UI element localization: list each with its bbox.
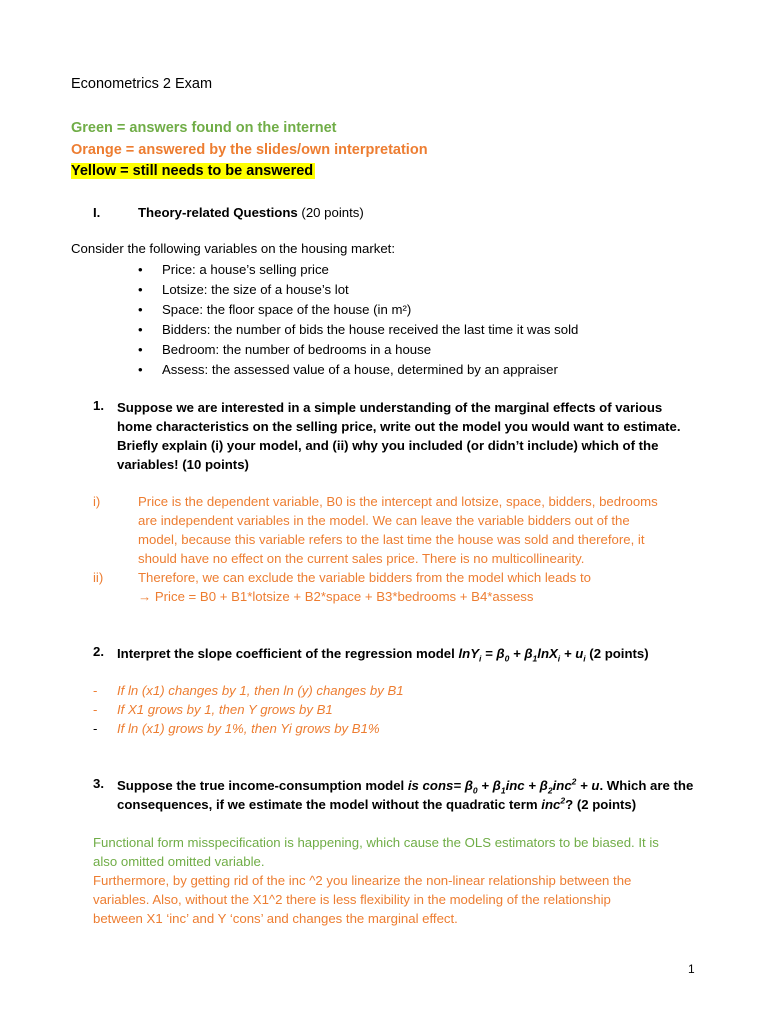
question-points: (2 points) — [585, 646, 649, 661]
formula-part: is cons= — [407, 778, 465, 793]
section-number: I. — [93, 205, 101, 220]
section-title-text: Theory-related Questions — [138, 205, 298, 220]
list-item — [138, 340, 578, 360]
section-points: (20 points) — [297, 205, 364, 220]
formula-sub: 0 — [472, 785, 478, 796]
formula-beta: β — [492, 778, 501, 793]
answer-line-green: Functional form misspecification is happening, which cause the OLS estimators to be biased. It is — [93, 835, 659, 850]
answer-ii-formula: Price = B0 + B1*lotsize + B2*space + B3*bedrooms + B4*assess — [151, 589, 534, 604]
formula-beta: β — [539, 778, 548, 793]
variable-text: Assess: the assessed value of a house, determined by an appraiser — [162, 362, 558, 377]
formula-beta: β — [464, 778, 473, 793]
dash-marker: - — [93, 702, 98, 717]
question-1-line: Briefly explain (i) your model, and (ii) why you included (or didn’t include) which of the — [117, 438, 659, 453]
arrow-right-icon: → — [138, 589, 152, 604]
formula-part: + u — [560, 646, 584, 661]
question-3-line1 — [117, 776, 693, 795]
answer-line-orange: between X1 ‘inc’ and Y ‘cons’ and changes the marginal effect. — [93, 911, 458, 926]
variable-text: Price: a house’s selling price — [162, 262, 329, 277]
variables-list — [138, 260, 578, 380]
answer-i-label: i) — [93, 494, 101, 509]
answer-ii-label: ii) — [93, 570, 104, 585]
formula-part: + — [509, 646, 525, 661]
answer-i-line: model, because this variable refers to the last time the house was sold and therefore, it — [138, 532, 645, 547]
list-item — [138, 280, 578, 300]
question-3-suffix: . Which are the — [599, 778, 694, 793]
question-3-text: consequences, if we estimate the model without the quadratic term — [117, 797, 542, 812]
legend-green: Green = answers found on the internet — [71, 120, 337, 136]
answer-i-line: are independent variables in the model. We can leave the variable bidders out of the — [138, 513, 630, 528]
intro-text: Consider the following variables on the housing market: — [71, 241, 396, 256]
answer-line-green: also omitted omitted variable. — [93, 854, 265, 869]
formula-part: inc — [552, 778, 572, 793]
question-1-line: home characteristics on the selling price, write out the model you would want to estimate. — [117, 419, 681, 434]
dash-marker: - — [93, 683, 98, 698]
question-3-prefix: Suppose the true income-consumption model — [117, 778, 408, 793]
page-number: 1 — [688, 962, 695, 976]
answer-line: If ln (x1) changes by 1, then ln (y) changes by B1 — [117, 683, 404, 698]
formula-part: = — [481, 646, 497, 661]
list-item — [138, 260, 578, 280]
question-3-line2 — [117, 795, 636, 814]
answer-ii-formula-line — [138, 587, 533, 606]
section-title — [138, 205, 364, 220]
variable-text: Bidders: the number of bids the house received the last time it was sold — [162, 322, 579, 337]
formula-sub: i — [557, 653, 561, 664]
question-2-text — [117, 644, 649, 663]
bullet-icon: • — [138, 322, 143, 337]
formula-part: inc — [541, 797, 561, 812]
formula-beta: β — [496, 646, 505, 661]
answer-line: If X1 grows by 1, then Y grows by B1 — [117, 702, 333, 717]
dash-marker: - — [93, 721, 98, 736]
bullet-icon: • — [138, 342, 143, 357]
formula-sub: 2 — [547, 785, 553, 796]
question-1-line: Suppose we are interested in a simple understanding of the marginal effects of various — [117, 400, 663, 415]
answer-i-line: should have no effect on the current sales price. There is no multicollinearity. — [138, 551, 585, 566]
answer-ii-line: Therefore, we can exclude the variable bidders from the model which leads to — [138, 570, 592, 585]
question-1-line: variables! (10 points) — [117, 457, 249, 472]
formula-part: inc + — [505, 778, 540, 793]
bullet-icon: • — [138, 282, 143, 297]
answer-line: If ln (x1) grows by 1%, then Yi grows by B1% — [117, 721, 380, 736]
formula-sub: i — [583, 653, 586, 664]
formula-sup: 2 — [571, 776, 577, 787]
variable-text: Bedroom: the number of bedrooms in a house — [162, 342, 432, 357]
bullet-icon: • — [138, 302, 143, 317]
list-item — [138, 320, 578, 340]
formula-sub: 0 — [504, 653, 510, 664]
formula-part: lnX — [537, 646, 558, 661]
formula-part: lnY — [458, 646, 479, 661]
legend-yellow-text: Yellow = still needs to be answered — [71, 163, 314, 179]
question-points: ? (2 points) — [565, 797, 637, 812]
legend-yellow — [71, 163, 315, 179]
question-number: 2. — [93, 644, 104, 659]
formula-beta: β — [524, 646, 533, 661]
formula-part: + — [477, 778, 493, 793]
page-title: Econometrics 2 Exam — [71, 76, 213, 92]
answer-i-line: Price is the dependent variable, B0 is the intercept and lotsize, space, bidders, bedrooms — [138, 494, 658, 509]
formula-sub: i — [479, 653, 482, 664]
list-item — [138, 360, 578, 380]
formula-sub: 1 — [500, 785, 506, 796]
answer-line-orange: Furthermore, by getting rid of the inc ^2 you linearize the non-linear relationship between the — [93, 873, 632, 888]
variable-text: Lotsize: the size of a house’s lot — [162, 282, 349, 297]
question-2-prefix: Interpret the slope coefficient of the regression model — [117, 646, 459, 661]
answer-line-orange: variables. Also, without the X1^2 there is less flexibility in the modeling of the relationship — [93, 892, 611, 907]
question-number: 3. — [93, 776, 104, 791]
variable-text: Space: the floor space of the house (in m²) — [162, 302, 412, 317]
list-item — [138, 300, 578, 320]
formula-part: + u — [576, 778, 600, 793]
bullet-icon: • — [138, 362, 143, 377]
legend-orange: Orange = answered by the slides/own interpretation — [71, 142, 428, 158]
formula-sup: 2 — [560, 795, 566, 806]
formula-sub: 1 — [532, 653, 538, 664]
bullet-icon: • — [138, 262, 143, 277]
question-number: 1. — [93, 398, 104, 413]
